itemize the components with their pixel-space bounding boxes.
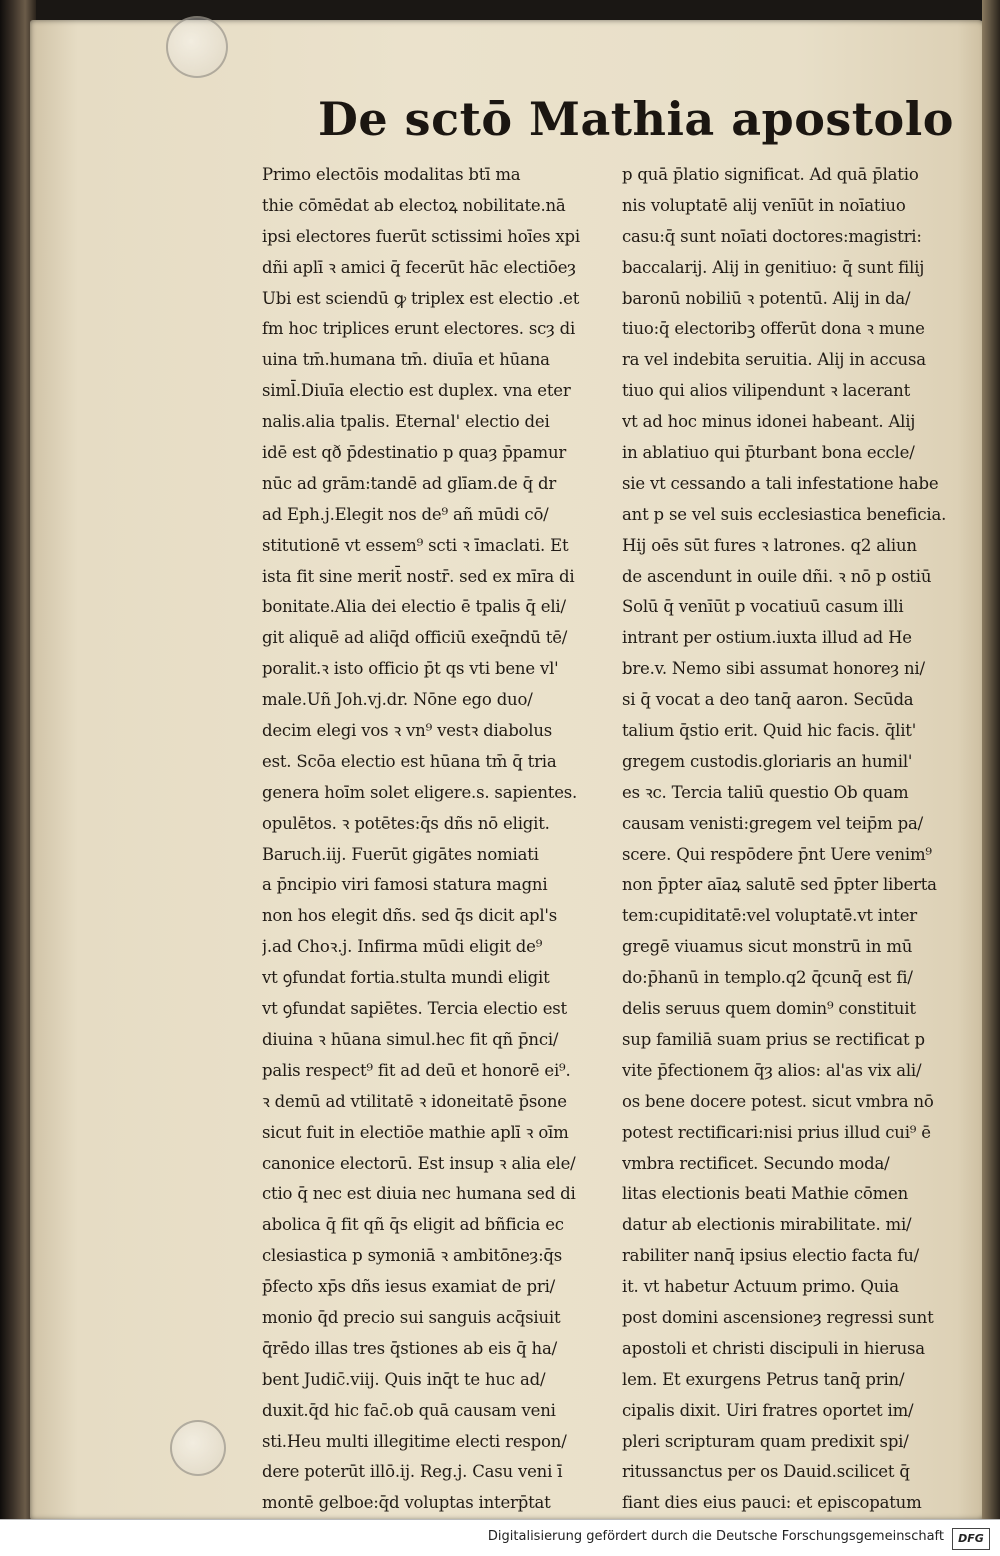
text-line: abolica q̄ fit qñ q̄s eligit ad bñficia ec bbox=[262, 1215, 564, 1235]
text-line: causam venisti:gregem vel teip̄m pa/ bbox=[622, 813, 923, 833]
text-line: scere. Qui respōdere p̄nt Uere venim⁹ bbox=[622, 844, 932, 864]
footer-credit: Digitalisierung gefördert durch die Deutsche Forschungsgemeinschaft bbox=[487, 1529, 944, 1544]
text-line: opulētos. ꝛ potētes:q̄s dñs nō eligit. bbox=[262, 813, 550, 833]
text-line: baronū nobiliū ꝛ potentū. Alij in da/ bbox=[622, 288, 911, 308]
text-line: baccalarij. Alij in genitiuo: q̄ sunt filij bbox=[622, 257, 925, 277]
page-clip-top bbox=[166, 16, 228, 78]
text-line: rabiliter nanq̄ ipsius electio facta fu/ bbox=[622, 1246, 919, 1266]
text-line: sti.Heu multi illegitime electi respon/ bbox=[262, 1431, 567, 1451]
text-line: siml̄.Diuīa electio est duplex. vna eter bbox=[262, 381, 571, 401]
text-line: talium q̄stio erit. Quid hic facis. q̄lit' bbox=[622, 721, 917, 741]
text-line: Ubi est sciendū ꝙ triplex est electio .et bbox=[262, 288, 580, 308]
page-edge bbox=[982, 0, 1000, 1556]
right-text-column bbox=[622, 160, 957, 1519]
text-line: vite p̄fectionem q̄ȝ alios: al'as vix ali/ bbox=[622, 1060, 922, 1080]
text-line: decim elegi vos ꝛ vn⁹ vestꝛ diabolus bbox=[262, 721, 553, 741]
text-line: canonice electorū. Est insup ꝛ alia ele/ bbox=[262, 1153, 576, 1173]
text-line: casu:q̄ sunt noīati doctores:magistri: bbox=[622, 226, 922, 246]
text-line: male.Uñ Joh.vj.dr. Nōne ego duo/ bbox=[262, 690, 533, 710]
text-line: p quā p̄latio significat. Ad quā p̄latio bbox=[622, 165, 919, 184]
text-line: ista fit sine merit̄ nostr̄. sed ex mīra di bbox=[262, 566, 575, 586]
text-line: datur ab electionis mirabilitate. mi/ bbox=[622, 1215, 912, 1235]
text-line: dere poterūt illō.ij. Reg.j. Casu veni ī bbox=[262, 1462, 563, 1482]
text-line: monio q̄d precio sui sanguis acq̄siuit bbox=[262, 1307, 561, 1327]
text-line: ad Eph.j.Elegit nos de⁹ añ mūdi cō/ bbox=[262, 504, 549, 524]
text-line: cipalis dixit. Uiri fratres oportet im/ bbox=[622, 1400, 914, 1420]
text-line: diuina ꝛ hūana simul.hec fit qñ p̄nci/ bbox=[262, 1029, 559, 1049]
text-line: poralit.ꝛ isto officio p̄t qs vti bene vl' bbox=[262, 659, 559, 679]
text-line: est. Scōa electio est hūana tm̄ q̄ tria bbox=[262, 751, 557, 771]
footer-bar bbox=[0, 1519, 1000, 1556]
text-line: dñi aplī ꝛ amici q̄ fecerūt hāc electiōeȝ bbox=[262, 257, 576, 277]
text-line: sup familiā suam prius se rectificat p bbox=[622, 1029, 925, 1049]
text-line: do:p̄hanū in templo.q2 q̄cunq̄ est fi/ bbox=[622, 968, 913, 988]
text-line: fiant dies eius pauci: et episcopatum bbox=[622, 1493, 922, 1513]
text-line: ant p se vel suis ecclesiastica beneficia. bbox=[622, 504, 947, 524]
text-line: Primo electōis modalitas btī ma bbox=[262, 165, 521, 184]
text-line: vt ꝯfundat fortia.stulta mundi eligit bbox=[262, 968, 550, 988]
text-line: nis voluptatē alij venīūt in noīatiuo bbox=[622, 195, 906, 215]
text-line: delis seruus quem domin⁹ constituit bbox=[622, 999, 916, 1019]
text-line: a p̄ncipio viri famosi statura magni bbox=[262, 875, 548, 895]
text-line: os bene docere potest. sicut vmbra nō bbox=[622, 1091, 934, 1111]
text-line: vt ꝯfundat sapiētes. Tercia electio est bbox=[262, 999, 567, 1019]
text-line: sicut fuit in electiōe mathie aplī ꝛ oīm bbox=[262, 1122, 569, 1142]
text-line: it. vt habetur Actuum primo. Quia bbox=[622, 1277, 899, 1297]
text-line: apostoli et christi discipuli in hierusa bbox=[622, 1338, 925, 1358]
text-line: gregē viuamus sicut monstrū in mū bbox=[622, 937, 913, 957]
text-line: clesiastica p symoniā ꝛ ambitōneȝ:q̄s bbox=[262, 1246, 563, 1266]
text-line: montē gelboe:q̄d voluptas interp̄tat bbox=[262, 1493, 551, 1513]
page-title: De sctō Mathia apostolo bbox=[318, 92, 954, 146]
text-line: bre.v. Nemo sibi assumat honoreȝ ni/ bbox=[622, 659, 925, 679]
text-line: p̄fecto xp̄s dñs iesus examiat de pri/ bbox=[262, 1277, 556, 1297]
text-line: potest rectificari:nisi prius illud cui⁹ ē bbox=[622, 1122, 931, 1142]
text-line: git aliquē ad aliq̄d officiū exeq̄ndū tē/ bbox=[262, 628, 568, 648]
left-text-column bbox=[262, 160, 592, 1519]
text-line: de ascendunt in ouile dñi. ꝛ nō p ostiū bbox=[622, 566, 932, 586]
text-line: vt ad hoc minus idonei habeant. Alij bbox=[622, 412, 916, 432]
text-line: Baruch.iij. Fuerūt gigātes nomiati bbox=[262, 844, 539, 864]
text-line: lem. Et exurgens Petrus tanq̄ prin/ bbox=[622, 1369, 905, 1389]
text-line: ctio q̄ nec est diuia nec humana sed di bbox=[262, 1184, 576, 1204]
text-line: thie cōmēdat ab electoꝝ nobilitate.nā bbox=[262, 195, 566, 215]
text-line: ꝛ demū ad vtilitatē ꝛ idoneitatē p̄sone bbox=[262, 1091, 567, 1111]
text-line: ritussanctus per os Dauid.scilicet q̄ bbox=[622, 1462, 910, 1482]
text-line: sie vt cessando a tali infestatione habe bbox=[622, 473, 939, 493]
text-line: tiuo:q̄ electoribꝫ offerūt dona ꝛ mune bbox=[622, 319, 925, 339]
text-line: pleri scripturam quam predixit spi/ bbox=[622, 1431, 909, 1451]
text-line: tem:cupiditatē:vel voluptatē.vt inter bbox=[622, 906, 917, 926]
text-line: post domini ascensioneȝ regressi sunt bbox=[622, 1307, 934, 1327]
text-line: vmbra rectificet. Secundo moda/ bbox=[622, 1153, 890, 1173]
dfg-logo: DFG bbox=[952, 1528, 990, 1550]
text-line: uina tm̄.humana tm̄. diuīa et hūana bbox=[262, 350, 550, 370]
text-line: idē est qð p̄destinatio p quaȝ p̄pamur bbox=[262, 443, 567, 463]
text-line: non hos elegit dñs. sed q̄s dicit apl's bbox=[262, 906, 557, 926]
page-clip-bottom bbox=[170, 1420, 226, 1476]
text-line: q̄rēdo illas tres q̄stiones ab eis q̄ ha/ bbox=[262, 1338, 557, 1358]
text-line: nalis.alia tpalis. Eternal' electio dei bbox=[262, 412, 550, 432]
text-line: bent Judic̄.viij. Quis inq̄t te huc ad/ bbox=[262, 1369, 546, 1389]
text-line: stitutionē vt essem⁹ scti ꝛ īmaclati. Et bbox=[262, 535, 569, 555]
text-line: Hij oēs sūt fures ꝛ latrones. q2 aliun bbox=[622, 535, 917, 555]
text-line: non p̄pter aīaꝝ salutē sed p̄pter liberta bbox=[622, 875, 937, 895]
text-line: si q̄ vocat a deo tanq̄ aaron. Secūda bbox=[622, 690, 914, 710]
text-line: fm hoc triplices erunt electores. scȝ di bbox=[262, 319, 576, 339]
text-line: ipsi electores fuerūt sctissimi hoīes xpi bbox=[262, 226, 580, 246]
text-line: duxit.q̄d hic fac̄.ob quā causam veni bbox=[262, 1400, 556, 1420]
text-line: es ꝛc. Tercia taliū questio Ob quam bbox=[622, 782, 909, 802]
text-line: tiuo qui alios vilipendunt ꝛ lacerant bbox=[622, 381, 911, 401]
text-line: j.ad Choꝛ.j. Infirma mūdi eligit de⁹ bbox=[262, 937, 543, 957]
text-line: litas electionis beati Mathie cōmen bbox=[622, 1184, 909, 1204]
text-line: Solū q̄ venīūt p vocatiuū casum illi bbox=[622, 597, 904, 617]
text-line: bonitate.Alia dei electio ē tpalis q̄ eli/ bbox=[262, 597, 566, 617]
text-line: nūc ad grām:tandē ad glīam.de q̄ dr bbox=[262, 473, 557, 493]
text-line: palis respect⁹ fit ad deū et honorē ei⁹. bbox=[262, 1060, 571, 1080]
text-line: genera hoīm solet eligere.s. sapientes. bbox=[262, 782, 578, 802]
text-line: ra vel indebita seruitia. Alij in accusa bbox=[622, 350, 926, 370]
text-line: gregem custodis.gloriaris an humil' bbox=[622, 751, 913, 771]
text-line: intrant per ostium.iuxta illud ad He bbox=[622, 628, 912, 648]
text-line: in ablatiuo qui p̄turbant bona eccle/ bbox=[622, 443, 915, 463]
